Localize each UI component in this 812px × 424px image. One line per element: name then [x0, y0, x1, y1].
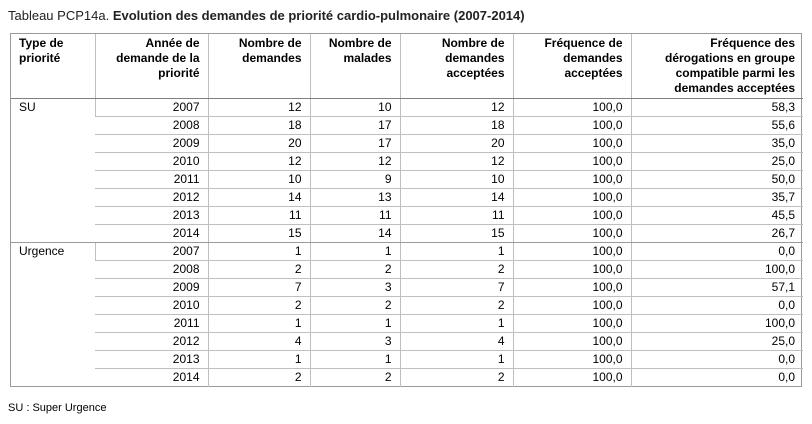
table-cell: 100,0: [513, 261, 631, 279]
table-cell: 13: [310, 189, 400, 207]
table-cell: 2: [310, 369, 400, 387]
table-cell: 4: [208, 333, 310, 351]
table-row: [11, 243, 803, 261]
table-cell: 12: [400, 99, 513, 117]
table-cell: 10: [310, 99, 400, 117]
table-cell: 35,0: [631, 135, 803, 153]
table-cell: 12: [400, 153, 513, 171]
table-cell: 100,0: [513, 135, 631, 153]
table-cell: 0,0: [631, 369, 803, 387]
table-cell: 11: [208, 207, 310, 225]
table-cell: 2009: [95, 135, 208, 153]
table-cell: 17: [310, 135, 400, 153]
table-cell: 1: [400, 351, 513, 369]
table-row: [11, 189, 803, 207]
priority-type-cell: SU: [11, 99, 95, 243]
table-cell: 50,0: [631, 171, 803, 189]
table-cell: 0,0: [631, 297, 803, 315]
table-row: [11, 261, 803, 279]
priority-requests-table: [11, 34, 803, 387]
table-header-row: [11, 34, 803, 99]
table-cell: 100,0: [513, 117, 631, 135]
column-header: Nombre de demandes acceptées: [400, 34, 513, 99]
table-cell: 11: [400, 207, 513, 225]
table-cell: 15: [400, 225, 513, 243]
table-row: [11, 207, 803, 225]
table-cell: 17: [310, 117, 400, 135]
table-cell: 2012: [95, 189, 208, 207]
table-row: [11, 351, 803, 369]
table-cell: 100,0: [513, 279, 631, 297]
table-container: [10, 33, 802, 387]
table-cell: 45,5: [631, 207, 803, 225]
table-cell: 2: [208, 369, 310, 387]
table-cell: 100,0: [513, 315, 631, 333]
table-cell: 3: [310, 333, 400, 351]
table-cell: 100,0: [513, 171, 631, 189]
table-cell: 1: [310, 315, 400, 333]
table-cell: 1: [208, 351, 310, 369]
table-cell: 100,0: [513, 351, 631, 369]
table-cell: 1: [310, 243, 400, 261]
table-cell: 2010: [95, 297, 208, 315]
table-cell: 2007: [95, 243, 208, 261]
priority-type-cell: Urgence: [11, 243, 95, 387]
table-cell: 100,0: [513, 153, 631, 171]
table-cell: 58,3: [631, 99, 803, 117]
table-cell: 100,0: [513, 189, 631, 207]
table-cell: 12: [310, 153, 400, 171]
table-cell: 55,6: [631, 117, 803, 135]
table-cell: 100,0: [513, 297, 631, 315]
table-cell: 12: [208, 153, 310, 171]
table-cell: 25,0: [631, 333, 803, 351]
table-cell: 25,0: [631, 153, 803, 171]
table-cell: 100,0: [513, 99, 631, 117]
table-cell: 2010: [95, 153, 208, 171]
table-cell: 100,0: [513, 369, 631, 387]
table-cell: 10: [400, 171, 513, 189]
table-cell: 11: [310, 207, 400, 225]
table-row: [11, 135, 803, 153]
table-cell: 1: [400, 315, 513, 333]
table-cell: 1: [208, 243, 310, 261]
table-cell: 1: [400, 243, 513, 261]
table-cell: 1: [208, 315, 310, 333]
table-cell: 12: [208, 99, 310, 117]
table-cell: 35,7: [631, 189, 803, 207]
column-header: Nombre de malades: [310, 34, 400, 99]
table-cell: 57,1: [631, 279, 803, 297]
column-header: Année de demande de la priorité: [95, 34, 208, 99]
table-cell: 2: [400, 261, 513, 279]
table-title-text: Evolution des demandes de priorité cardio-pulmonaire (2007-2014): [112, 8, 525, 23]
table-cell: 2011: [95, 171, 208, 189]
table-row: [11, 297, 803, 315]
table-cell: 2007: [95, 99, 208, 117]
table-cell: 2013: [95, 351, 208, 369]
table-cell: 2008: [95, 261, 208, 279]
table-cell: 100,0: [631, 315, 803, 333]
table-cell: 100,0: [513, 225, 631, 243]
table-cell: 9: [310, 171, 400, 189]
table-cell: 18: [400, 117, 513, 135]
table-row: [11, 279, 803, 297]
table-body: [11, 99, 803, 387]
table-cell: 2014: [172, 370, 200, 385]
table-cell: 26,7: [631, 225, 803, 243]
column-header: Fréquence des dérogations en groupe compatible parmi les demandes acceptées: [631, 34, 803, 99]
table-cell: 14: [208, 189, 310, 207]
table-row: [11, 153, 803, 171]
table-cell: 2014: [95, 225, 208, 243]
table-cell: 18: [208, 117, 310, 135]
column-header: Nombre de demandes: [208, 34, 310, 99]
table-cell: 7: [208, 279, 310, 297]
table-cell: 7: [400, 279, 513, 297]
table-cell: 14: [400, 189, 513, 207]
footnote: SU : Super Urgence: [8, 402, 107, 414]
table-cell: 100,0: [513, 333, 631, 351]
table-row: [11, 99, 803, 117]
table-cell: 14: [310, 225, 400, 243]
table-cell: 2: [400, 297, 513, 315]
table-title: [8, 8, 525, 24]
column-header: Fréquence de demandes acceptées: [513, 34, 631, 99]
table-cell: 4: [400, 333, 513, 351]
table-cell: 2011: [95, 315, 208, 333]
table-cell: 10: [208, 171, 310, 189]
table-cell: 2: [208, 261, 310, 279]
column-header: Type de priorité: [11, 34, 95, 99]
table-cell: 2008: [95, 117, 208, 135]
table-cell: 2: [400, 369, 513, 387]
table-cell: 2013: [95, 207, 208, 225]
table-cell: 2009: [95, 279, 208, 297]
table-row: [11, 315, 803, 333]
table-cell: 100,0: [631, 261, 803, 279]
table-cell: 2: [310, 261, 400, 279]
table-cell: 20: [400, 135, 513, 153]
table-row: [11, 333, 803, 351]
table-row: [11, 369, 803, 387]
table-row: [11, 117, 803, 135]
table-cell: 2012: [95, 333, 208, 351]
table-title-prefix: Tableau PCP14a.: [8, 8, 110, 23]
table-cell: 0,0: [631, 243, 803, 261]
table-row: [11, 225, 803, 243]
table-cell: 2: [208, 297, 310, 315]
table-cell: 20: [208, 135, 310, 153]
table-cell: 15: [208, 225, 310, 243]
table-cell: 100,0: [513, 207, 631, 225]
table-cell: 0,0: [631, 351, 803, 369]
table-cell: 3: [310, 279, 400, 297]
table-row: [11, 171, 803, 189]
table-cell: 100,0: [513, 243, 631, 261]
table-cell: 2: [310, 297, 400, 315]
table-cell: 1: [310, 351, 400, 369]
